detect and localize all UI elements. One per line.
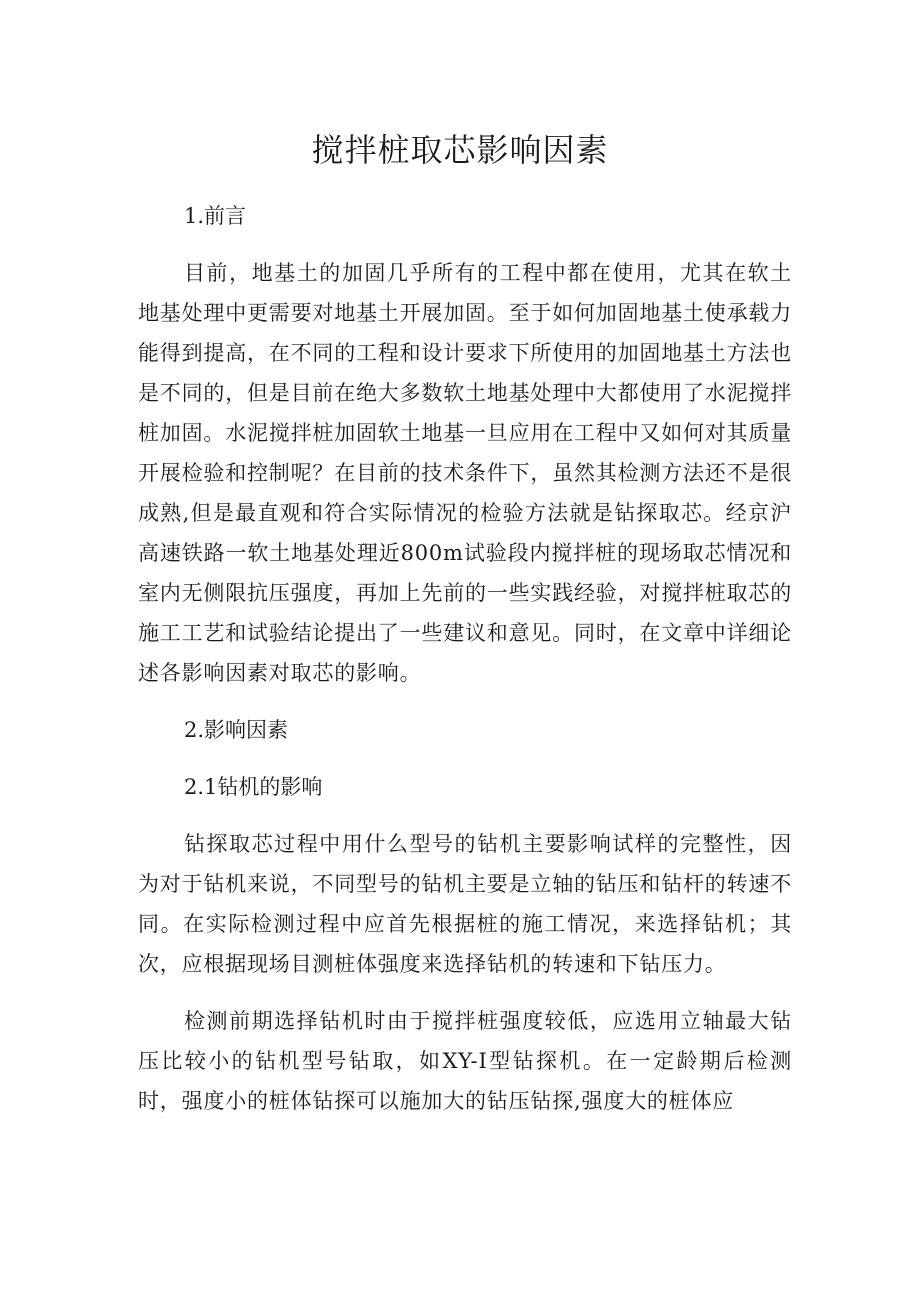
section-heading-factors: 2.影响因素: [184, 718, 289, 742]
paragraph-drill-model: 钻探取芯过程中用什么型号的钻机主要影响试样的完整性，因为对于钻机来说，不同型号的钻机主要是立轴的钻压和钻杆的转速不同。在实际检测过程中应首先根据桩的施工情况，来选择钻机；其次，应根据现场目测桩体强度来选择钻机的转速和下钻压力。: [138, 832, 792, 976]
section-heading-preface: 1.前言: [184, 204, 247, 228]
paragraph-drill-selection: 检测前期选择钻机时由于搅拌桩强度较低，应选用立轴最大钻压比较小的钻机型号钻取，如XY-I型钻探机。在一定龄期后检测时，强度小的桩体钻探可以施加大的钻压钻探,强度大的桩体应: [138, 1009, 792, 1113]
paragraph-preface: 目前，地基土的加固几乎所有的工程中都在使用，尤其在软土地基处理中更需要对地基土开展加固。至于如何加固地基土使承载力能得到提高，在不同的工程和设计要求下所使用的加固地基土方法也是不同的，但是目前在绝大多数软土地基处理中大都使用了水泥搅拌桩加固。水泥搅拌桩加固软土地基一旦应用在工程中又如何对其质量开展检验和控制呢？在目前的技术条件下，虽然其检测方法还不是很成熟,但是最直观和符合实际情况的检验方法就是钻探取芯。经京沪高速铁路一软土地基处理近800m试验段内搅拌桩的现场取芯情况和室内无侧限抗压强度，再加上先前的一些实践经验，对搅拌桩取芯的施工工艺和试验结论提出了一些建议和意见。同时，在文章中详细论述各影响因素对取芯的影响。: [138, 261, 792, 685]
document-body: [138, 196, 792, 1138]
document-title: 搅拌桩取芯影响因素: [311, 131, 609, 169]
section-heading-drill-influence: 2.1钻机的影响: [184, 775, 323, 799]
